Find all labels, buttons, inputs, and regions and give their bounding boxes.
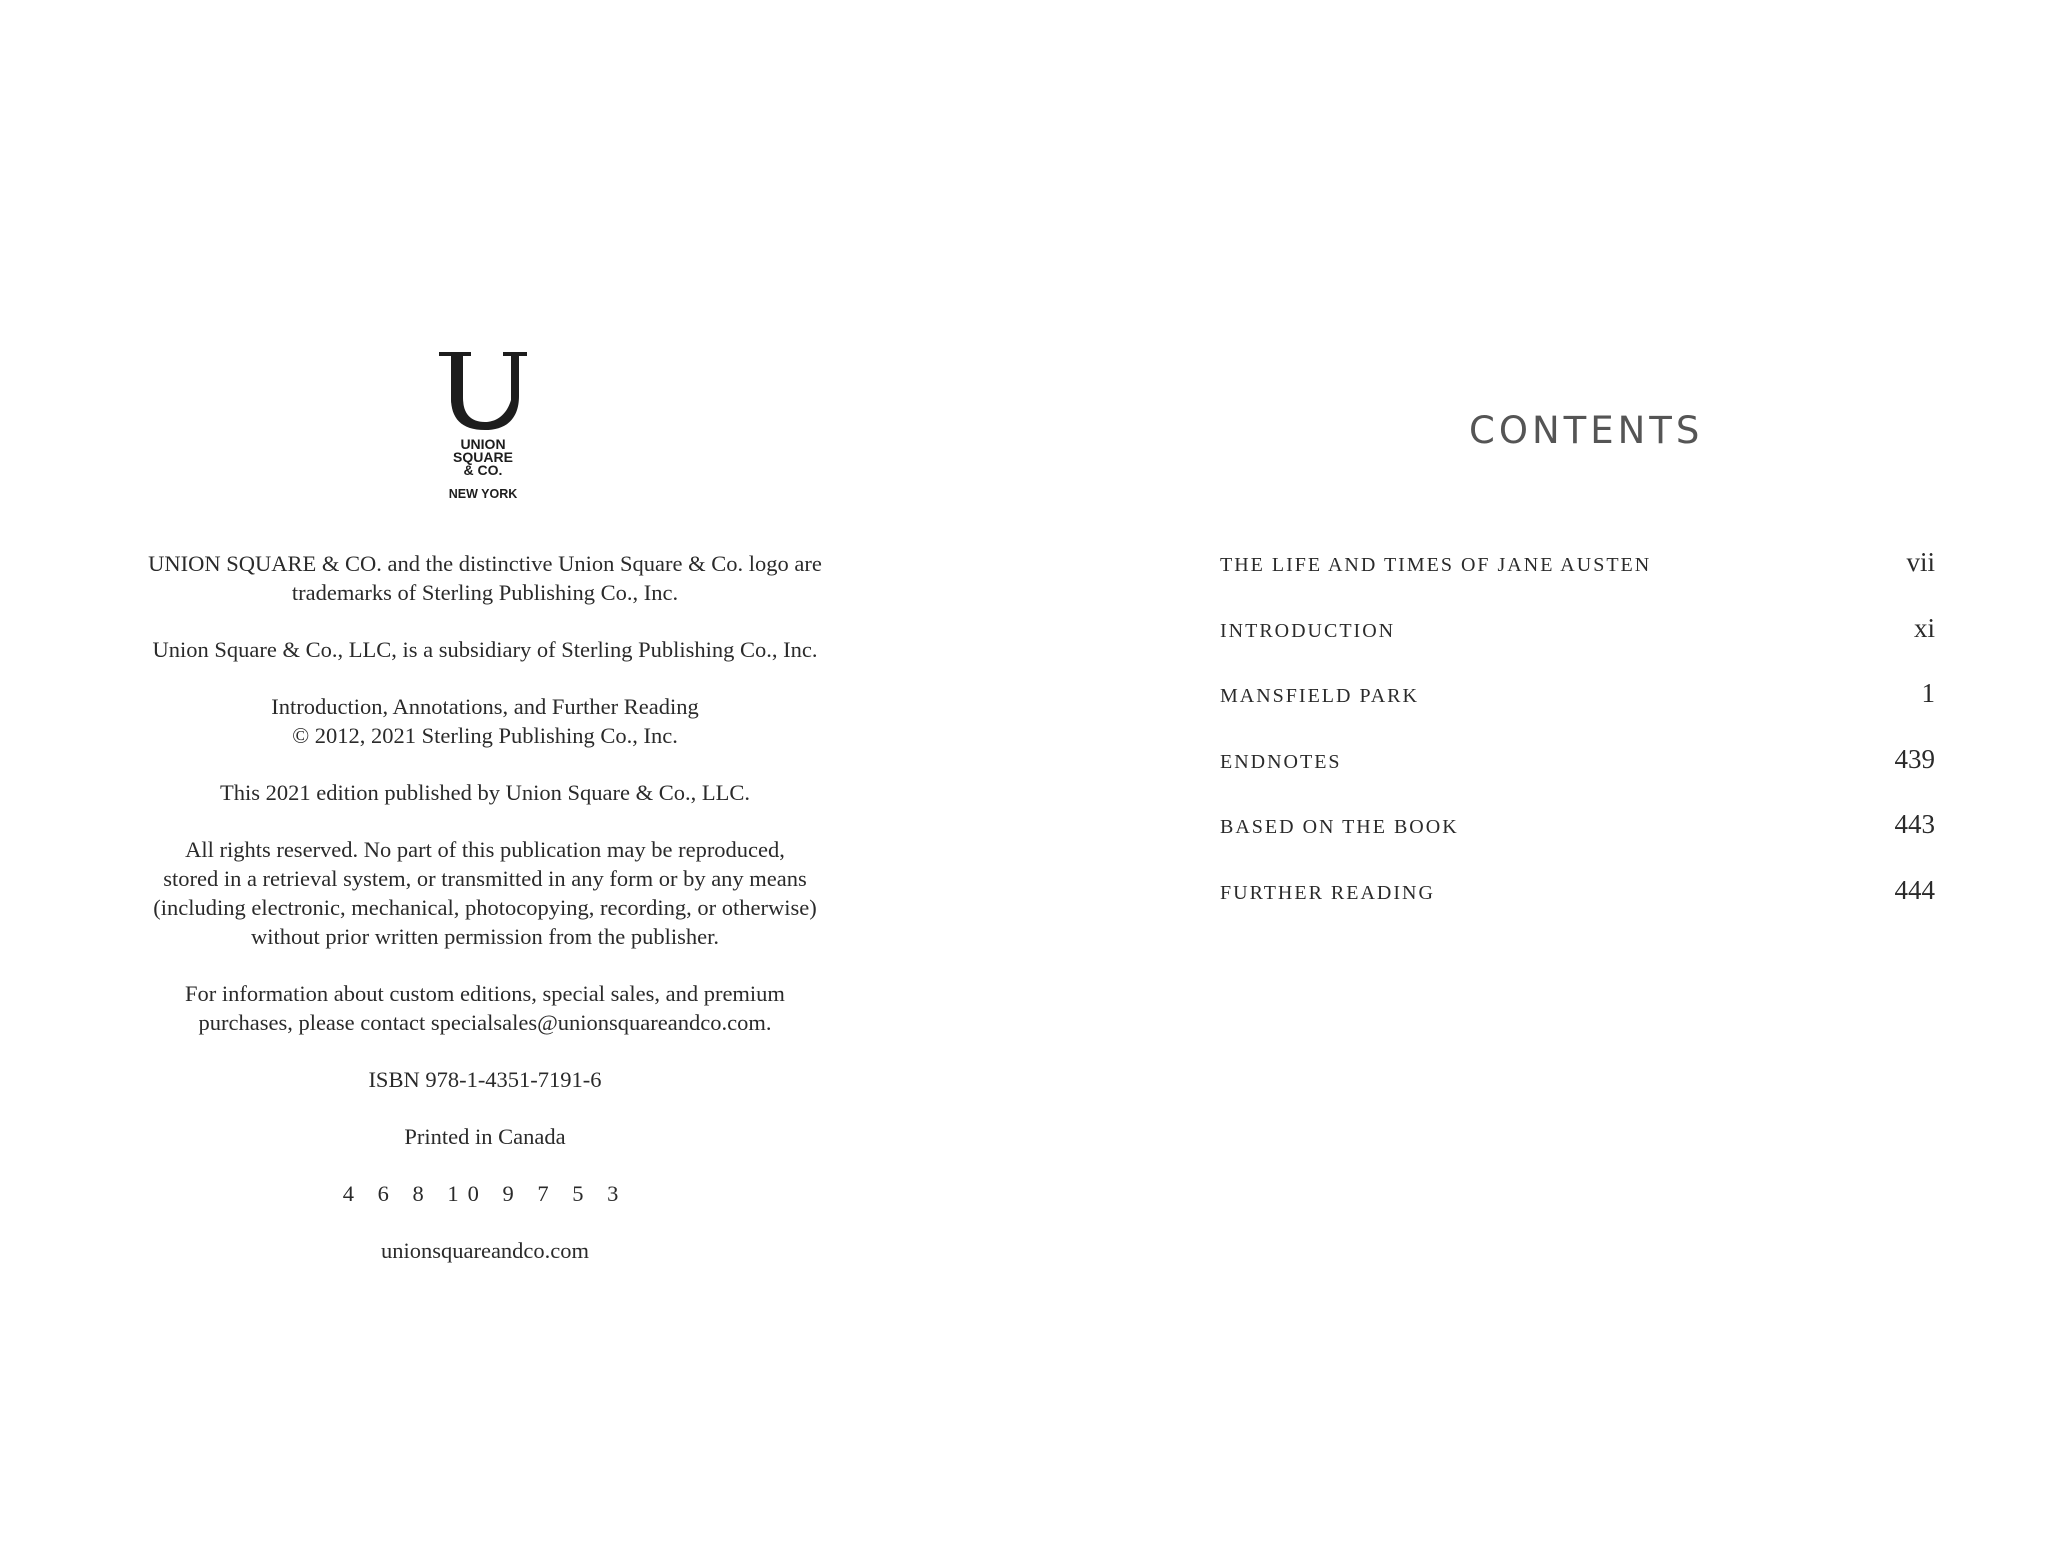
page-title: CONTENTS — [1469, 408, 1704, 452]
union-square-u-mark — [437, 350, 529, 432]
toc-entry[interactable] — [1220, 613, 1935, 679]
toc-entry-title: MANSFIELD PARK — [1220, 685, 1419, 707]
toc-entry-page: 443 — [1894, 809, 1935, 839]
copyright-page — [0, 0, 968, 1560]
toc-entry-page: xi — [1913, 612, 1935, 643]
toc-entry-title: BASED ON THE BOOK — [1220, 816, 1459, 838]
table-of-contents — [1220, 547, 1935, 940]
logo-city: NEW YORK — [448, 487, 518, 501]
subsidiary-notice: Union Square & Co., LLC, is a subsidiary of Sterling Publishing Co., Inc. — [152, 637, 818, 662]
toc-entry[interactable] — [1220, 547, 1935, 613]
toc-entry[interactable] — [1220, 809, 1935, 875]
copyright-text — [90, 549, 880, 1293]
logo-word-line: UNION — [460, 436, 506, 452]
toc-entry-title: THE LIFE AND TIMES OF JANE AUSTEN — [1220, 554, 1652, 576]
publisher-website: unionsquareandco.com — [380, 1238, 590, 1263]
toc-entry-title: FURTHER READING — [1220, 881, 1435, 904]
contents-page — [1080, 0, 2048, 1560]
logo-wordmark — [430, 438, 536, 477]
isbn: ISBN 978-1-4351-7191-6 — [368, 1067, 602, 1092]
toc-entry-title: ENDNOTES — [1220, 750, 1342, 773]
toc-entry-page: 439 — [1894, 743, 1935, 774]
toc-entry[interactable] — [1220, 678, 1935, 744]
toc-entry-page: vii — [1906, 547, 1935, 577]
trademark-notice: UNION SQUARE & CO. and the distinctive Union Square & Co. logo are trademarks of Sterling Publishing Co., Inc. — [148, 551, 822, 605]
edition-notice: This 2021 edition published by Union Square & Co., LLC. — [220, 780, 750, 805]
toc-entry-page: 444 — [1894, 874, 1935, 905]
logo-word-line: & CO. — [463, 462, 503, 478]
copyright-notice: Introduction, Annotations, and Further Reading © 2012, 2021 Sterling Publishing Co., Inc. — [271, 694, 699, 748]
rights-notice: All rights reserved. No part of this publication may be reproduced, stored in a retrieval system, or transmitted in any form or by any means (including electronic, mechanical, photocopying, recording, or otherwise) without prior written permission from the publisher. — [153, 837, 817, 949]
toc-entry-page: 1 — [1921, 678, 1935, 708]
logo-word-line: SQUARE — [453, 449, 513, 465]
toc-entry[interactable] — [1220, 744, 1935, 810]
toc-entry[interactable] — [1220, 875, 1935, 941]
printer-key: 4 6 8 10 9 7 5 3 — [342, 1181, 628, 1206]
special-sales-notice: For information about custom editions, special sales, and premium purchases, please contact specialsales@unionsquareandco.com. — [185, 981, 785, 1035]
publisher-logo — [430, 350, 536, 520]
printed-in: Printed in Canada — [404, 1124, 566, 1149]
toc-entry-title: INTRODUCTION — [1220, 619, 1396, 642]
